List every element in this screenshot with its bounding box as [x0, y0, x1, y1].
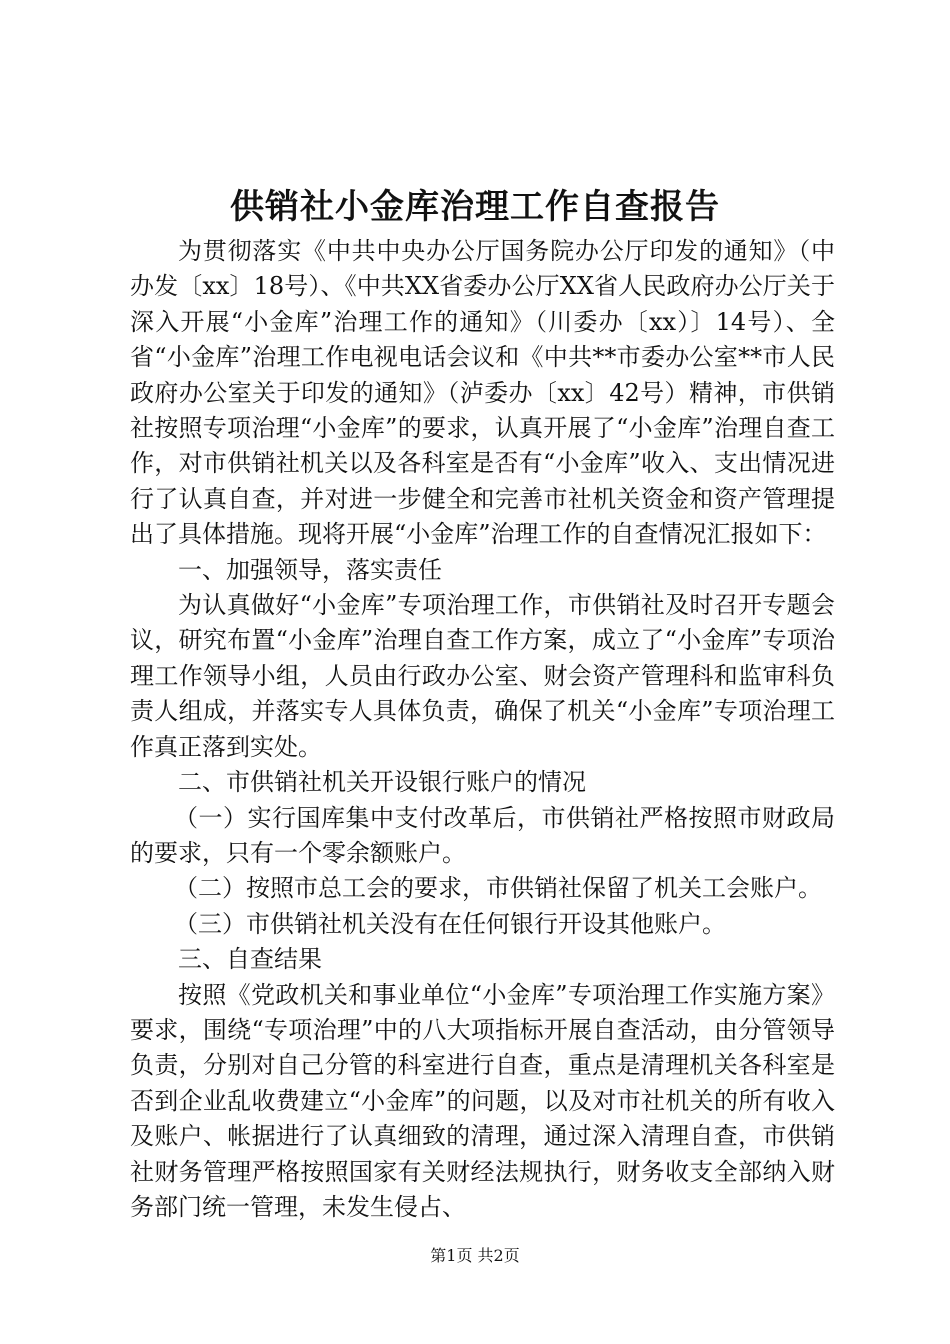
paragraph-intro: 为贯彻落实《中共中央办公厅国务院办公厅印发的通知》（中办发〔xx〕18号）、《中共XX省委办公厅XX省人民政府办公厅关于深入开展“小金库”治理工作的通知》（川委办〔xx）〕14号）、全省“小金库”治理工作电视电话会议和《中共**市委办公室**市人民政府办公室关于印发的通知》（泸委办〔xx〕42号）精神，市供销社按照专项治理“小金库”的要求，认真开展了“小金库”治理自查工作，对市供销社机关以及各科室是否有“小金库”收入、支出情况进行了认真自查，并对进一步健全和完善市社机关资金和资产管理提出了具体措施。现将开展“小金库”治理工作的自查情况汇报如下：	[130, 237, 835, 549]
paragraph-item-1: （一）实行国库集中支付改革后，市供销社严格按照市财政局的要求，只有一个零余额账户。	[130, 803, 835, 867]
paragraph-section-1: 为认真做好“小金库”专项治理工作，市供销社及时召开专题会议，研究布置“小金库”治理自查工作方案，成立了“小金库”专项治理工作领导小组，人员由行政办公室、财会资产管理科和监审科负责人组成，并落实专人具体负责，确保了机关“小金库”专项治理工作真正落到实处。	[130, 591, 835, 761]
paragraph-section-3: 按照《党政机关和事业单位“小金库”专项治理工作实施方案》要求，围绕“专项治理”中的八大项指标开展自查活动，由分管领导负责，分别对自己分管的科室进行自查，重点是清理机关各科室是否到企业乱收费建立“小金库”的问题，以及对市社机关的所有收入及账户、帐据进行了认真细致的清理，通过深入清理自查，市供销社财务管理严格按照国家有关财经法规执行，财务收支全部纳入财务部门统一管理，未发生侵占、	[130, 980, 835, 1221]
document-title: 供销社小金库治理工作自查报告	[230, 187, 720, 227]
section-heading-3: 三、自查结果	[178, 945, 322, 974]
paragraph-item-3: （三）市供销社机关没有在任何银行开设其他账户。	[174, 909, 726, 938]
paragraph-item-2: （二）按照市总工会的要求，市供销社保留了机关工会账户。	[174, 874, 822, 903]
document-body	[130, 234, 835, 1225]
page-footer: 第1页 共2页	[430, 1246, 520, 1265]
section-heading-2: 二、市供销社机关开设银行账户的情况	[178, 768, 586, 797]
section-heading-1: 一、加强领导，落实责任	[178, 555, 442, 584]
